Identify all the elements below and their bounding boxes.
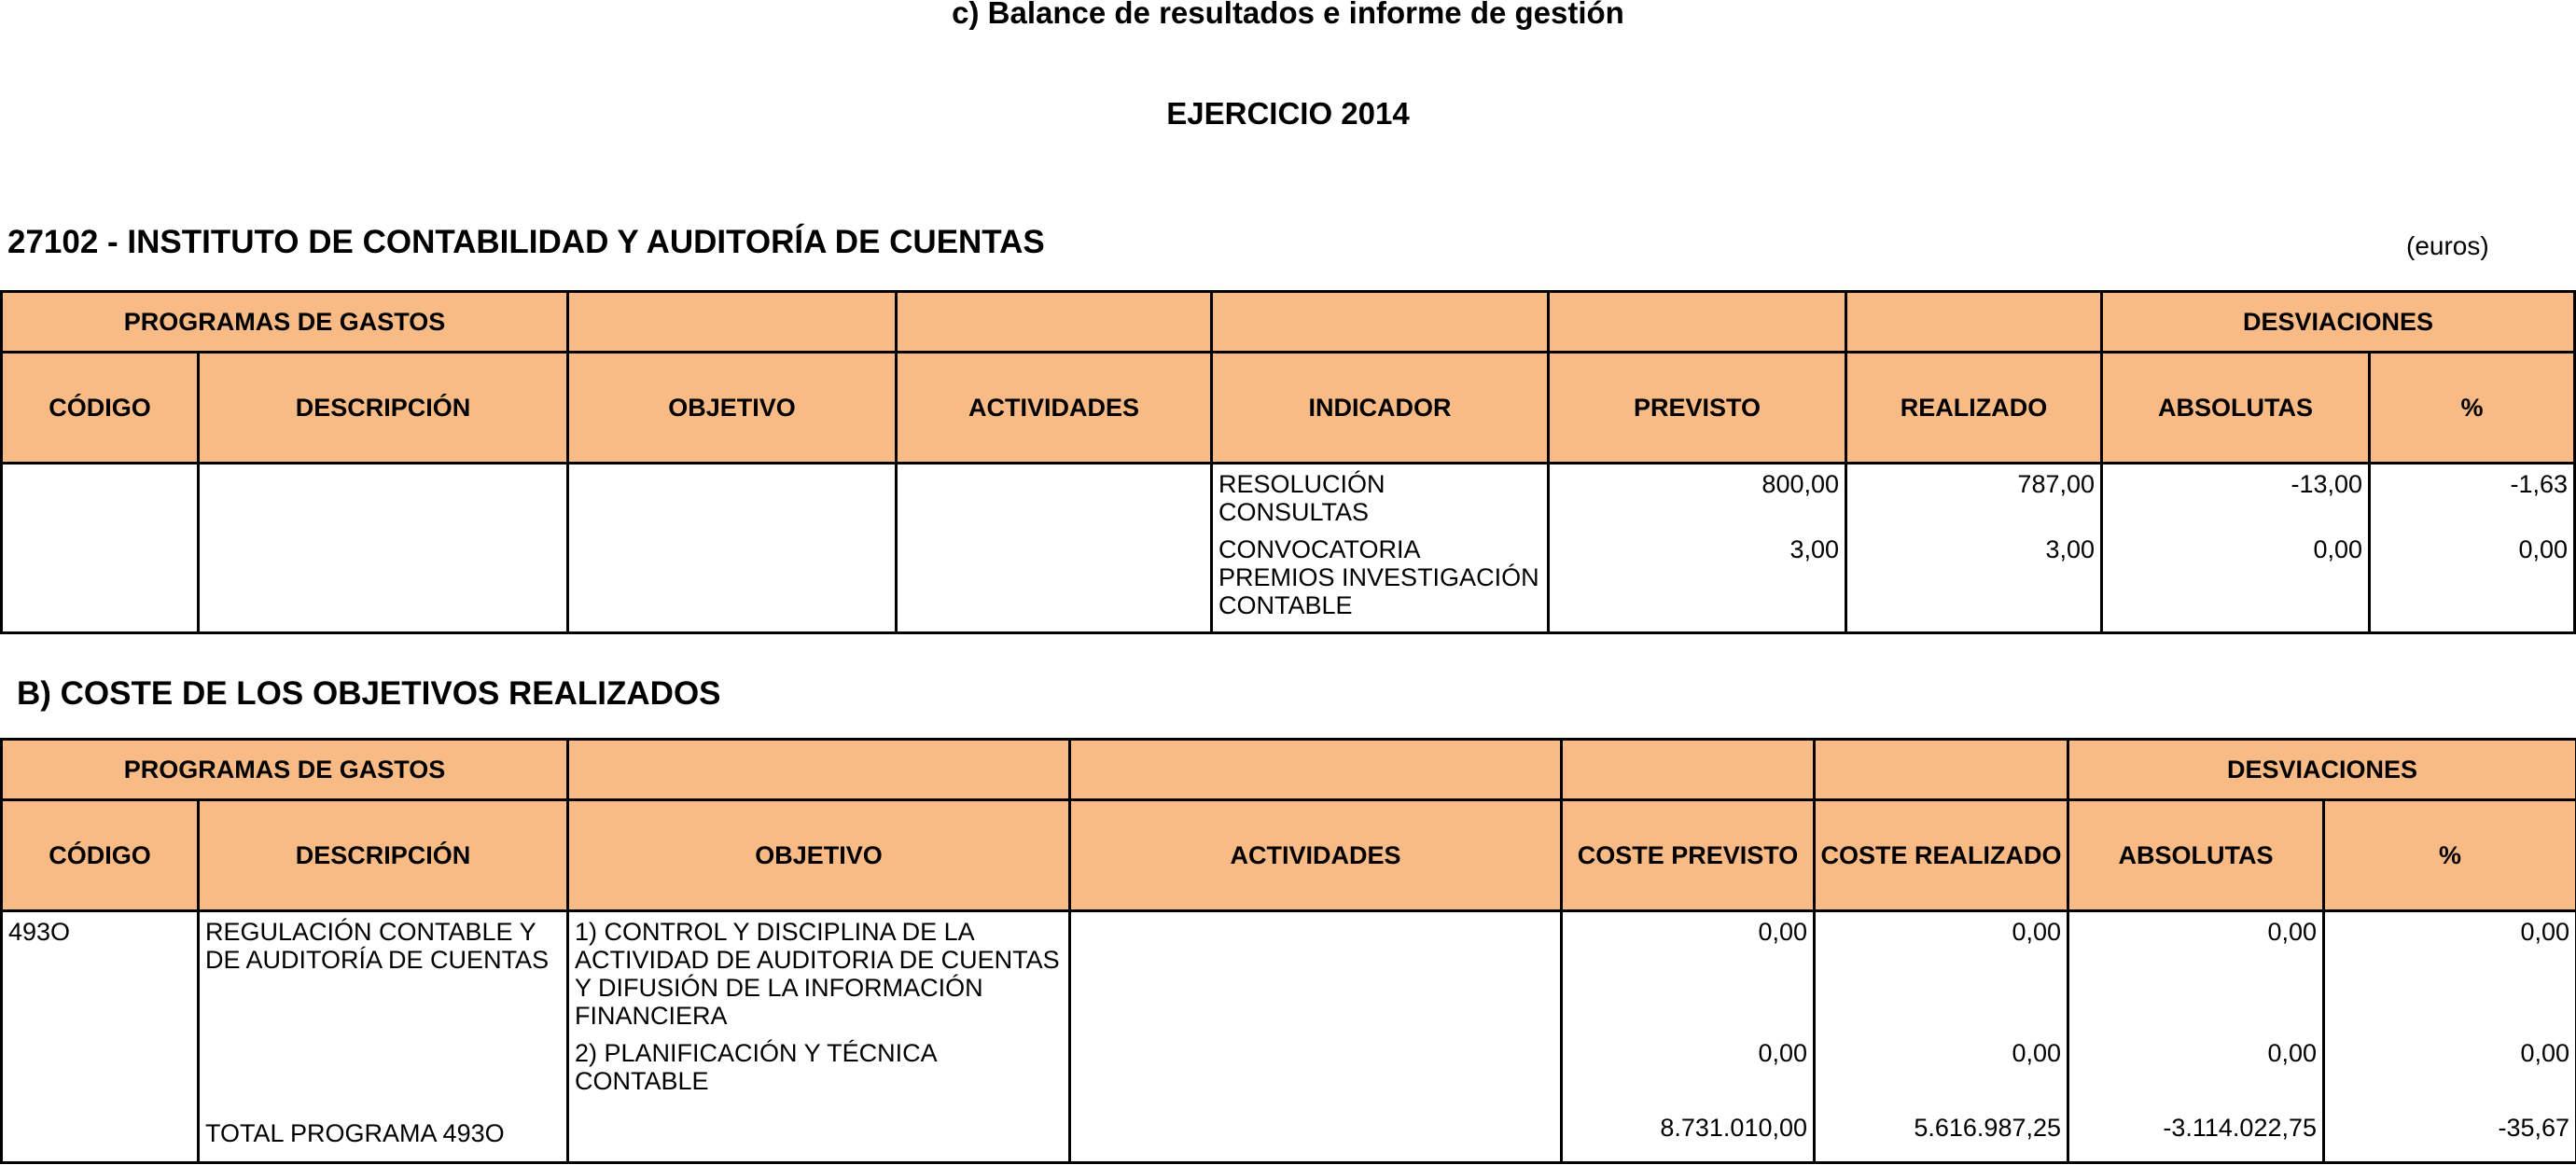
report-heading: c) Balance de resultados e informe de gestión (952, 0, 1624, 30)
col-realizado: REALIZADO (1846, 353, 2102, 464)
total-pct: -35,67 (2498, 1114, 2570, 1142)
cell-indicador (1212, 464, 1549, 633)
cell-pct (2370, 464, 2575, 633)
total-absolutas: -3.114.022,75 (2163, 1114, 2318, 1142)
cell-codigo (2, 464, 199, 633)
indicator-1-previsto: 800,00 (1761, 470, 1840, 498)
costs-col-absolutas: ABSOLUTAS (2068, 800, 2324, 911)
cost-cell-objetivo (568, 911, 1070, 1163)
col-absolutas: ABSOLUTAS (2102, 353, 2370, 464)
cost-cell-realizado (1815, 911, 2068, 1163)
indicators-body-row (2, 464, 2575, 633)
indicator-2-previsto: 3,00 (1789, 535, 1840, 563)
costs-col-descripcion: DESCRIPCIÓN (199, 800, 568, 911)
section-b-title: B) COSTE DE LOS OBJETIVOS REALIZADOS (17, 675, 721, 712)
cell-previsto (1549, 464, 1846, 633)
col-codigo: CÓDIGO (2, 353, 199, 464)
group-empty-actividades (897, 292, 1212, 353)
objective-2-realizado: 0,00 (2012, 1039, 2062, 1067)
fiscal-year-title: EJERCICIO 2014 (1166, 96, 1410, 131)
cell-objetivo (568, 464, 897, 633)
objective-2: 2) PLANIFICACIÓN Y TÉCNICA CONTABLE (575, 1039, 937, 1095)
cell-actividades (897, 464, 1212, 633)
group-desviaciones: DESVIACIONES (2102, 292, 2575, 353)
col-descripcion: DESCRIPCIÓN (199, 353, 568, 464)
group-programas-gastos: PROGRAMAS DE GASTOS (2, 292, 568, 353)
objective-2-pct: 0,00 (2520, 1039, 2570, 1067)
col-previsto: PREVISTO (1549, 353, 1846, 464)
indicator-2-absolutas: 0,00 (2313, 535, 2363, 563)
objective-2-previsto: 0,00 (1758, 1039, 1808, 1067)
objective-2-absolutas: 0,00 (2267, 1039, 2318, 1067)
objective-1-previsto: 0,00 (1758, 918, 1808, 946)
costs-table (0, 738, 2576, 1164)
group-empty-previsto (1549, 292, 1846, 353)
group-empty-indicador (1212, 292, 1549, 353)
col-indicador: INDICADOR (1212, 353, 1549, 464)
indicators-group-header-row (2, 292, 2575, 353)
costs-group-header-row (2, 740, 2576, 800)
costs-col-coste-realizado: COSTE REALIZADO (1815, 800, 2068, 911)
total-realizado: 5.616.987,25 (1914, 1114, 2062, 1142)
indicator-1-absolutas: -13,00 (2291, 470, 2363, 498)
cost-cell-codigo (2, 911, 199, 1163)
costs-group-desviaciones: DESVIACIONES (2068, 740, 2576, 800)
costs-column-header-row (2, 800, 2576, 911)
costs-col-codigo: CÓDIGO (2, 800, 199, 911)
cost-cell-absolutas (2068, 911, 2324, 1163)
costs-group-empty-objetivo (568, 740, 1070, 800)
cost-cell-actividades (1070, 911, 1562, 1163)
cell-descripcion (199, 464, 568, 633)
indicator-2-name: CONVOCATORIA PREMIOS INVESTIGACIÓN CONTABLE (1218, 535, 1539, 619)
group-empty-objetivo (568, 292, 897, 353)
costs-group-empty-realizado (1815, 740, 2068, 800)
total-label: TOTAL PROGRAMA 493O (205, 1119, 505, 1147)
col-objetivo: OBJETIVO (568, 353, 897, 464)
objective-1-realizado: 0,00 (2012, 918, 2062, 946)
units-label: (euros) (2406, 231, 2489, 260)
costs-group-programas-gastos: PROGRAMAS DE GASTOS (2, 740, 568, 800)
costs-col-objetivo: OBJETIVO (568, 800, 1070, 911)
objective-1: 1) CONTROL Y DISCIPLINA DE LA ACTIVIDAD DE AUDITORIA DE CUENTAS Y DIFUSIÓN DE LA INFORMACIÓN FINANCIERA (575, 918, 1060, 1030)
cost-cell-previsto (1562, 911, 1815, 1163)
cell-realizado (1846, 464, 2102, 633)
total-previsto: 8.731.010,00 (1660, 1114, 1808, 1142)
group-empty-realizado (1846, 292, 2102, 353)
indicators-column-header-row (2, 353, 2575, 464)
costs-col-pct: % (2324, 800, 2576, 911)
indicator-2-realizado: 3,00 (2045, 535, 2096, 563)
col-actividades: ACTIVIDADES (897, 353, 1212, 464)
costs-body-row (2, 911, 2576, 1163)
indicators-table (0, 290, 2576, 634)
entity-title: 27102 - INSTITUTO DE CONTABILIDAD Y AUDITORÍA DE CUENTAS (7, 224, 1045, 260)
costs-group-empty-actividades (1070, 740, 1562, 800)
objective-1-pct: 0,00 (2520, 918, 2570, 946)
cell-absolutas (2102, 464, 2370, 633)
objective-1-absolutas: 0,00 (2267, 918, 2318, 946)
program-code: 493O (8, 918, 71, 946)
costs-col-coste-previsto: COSTE PREVISTO (1562, 800, 1815, 911)
indicator-1-realizado: 787,00 (2017, 470, 2096, 498)
indicator-1-pct: -1,63 (2510, 470, 2569, 498)
costs-group-empty-previsto (1562, 740, 1815, 800)
indicator-2-pct: 0,00 (2518, 535, 2569, 563)
cost-cell-descripcion (199, 911, 568, 1163)
indicator-1-name: RESOLUCIÓN CONSULTAS (1218, 470, 1385, 526)
cost-cell-pct (2324, 911, 2576, 1163)
costs-col-actividades: ACTIVIDADES (1070, 800, 1562, 911)
program-description: REGULACIÓN CONTABLE Y DE AUDITORÍA DE CUENTAS (205, 918, 550, 974)
col-pct: % (2370, 353, 2575, 464)
